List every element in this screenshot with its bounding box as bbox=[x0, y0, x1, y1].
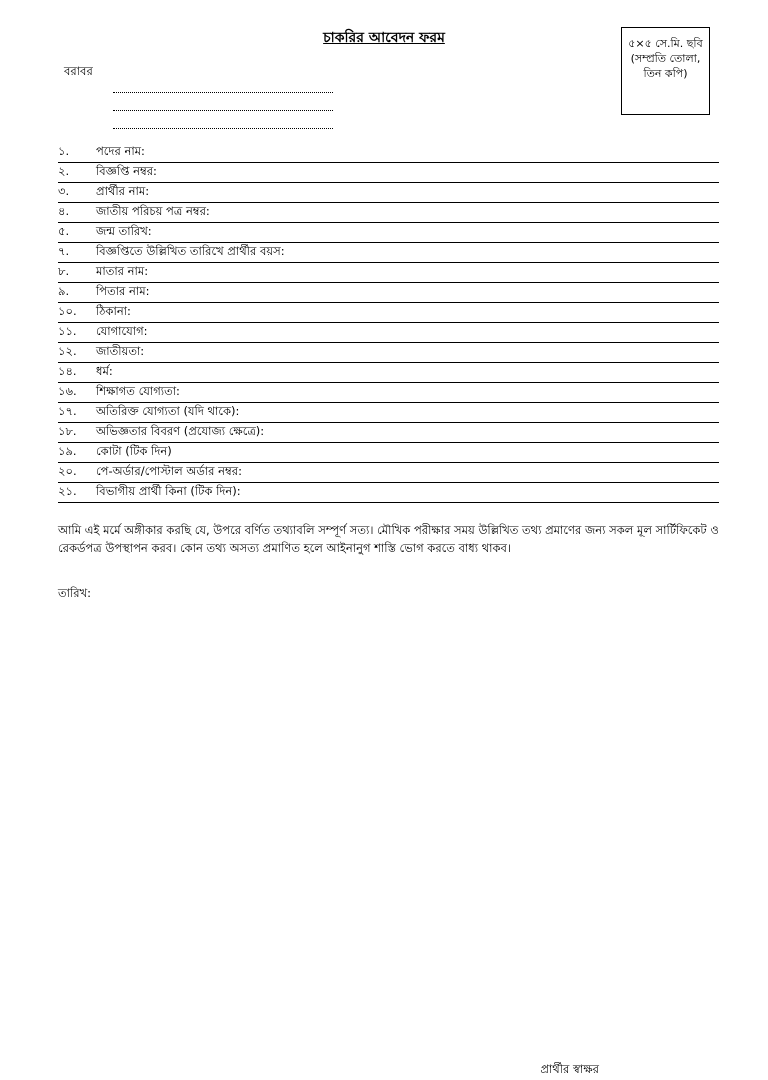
form-row bbox=[58, 163, 719, 183]
form-rows bbox=[58, 143, 719, 503]
photo-box: ৫×৫ সে.মি. ছবি (সম্প্রতি তোলা, তিন কপি) bbox=[621, 27, 710, 115]
row-label: প্রার্থীর নাম: bbox=[96, 184, 150, 198]
row-label: বিভাগীয় প্রার্থী কিনা (টিক দিন): bbox=[96, 484, 241, 498]
form-row bbox=[58, 343, 719, 363]
row-number: ১৮. bbox=[58, 424, 77, 438]
row-label: মাতার নাম: bbox=[96, 264, 149, 278]
row-number: ১২. bbox=[58, 344, 77, 358]
form-row bbox=[58, 183, 719, 203]
row-label: কোটা (টিক দিন) bbox=[96, 444, 172, 458]
form-row bbox=[58, 443, 719, 463]
address-line[interactable] bbox=[113, 100, 333, 111]
declaration: আমি এই মর্মে অঙ্গীকার করছি যে, উপরে বর্ণিত তথ্যাবলি সম্পূর্ণ সত্য। মৌখিক পরীক্ষার সময় উল্লিখিত তথ্য প্রমাণের জন্য সকল মূল সার্টিফিকেট ও রেকর্ডপত্র উপস্থাপন করব। কোন তথ্য অসত্য প্রমাণিত হলে আইনানুগ শাস্তি ভোগ করতে বাধ্য থাকব। bbox=[58, 523, 719, 555]
signature-label: প্রার্থীর স্বাক্ষর bbox=[540, 1062, 599, 1076]
form-row bbox=[58, 283, 719, 303]
row-number: ৮. bbox=[58, 264, 70, 278]
to-label: বরাবর bbox=[64, 64, 93, 78]
row-label: অতিরিক্ত যোগ্যতা (যদি থাকে): bbox=[96, 404, 240, 418]
row-label: জন্ম তারিখ: bbox=[96, 224, 152, 238]
row-number: ১৭. bbox=[58, 404, 77, 418]
row-number: ১৪. bbox=[58, 364, 77, 378]
form-row bbox=[58, 263, 719, 283]
row-number: ৩. bbox=[58, 184, 70, 198]
row-label: বিজ্ঞপ্তিতে উল্লিখিত তারিখে প্রার্থীর বয়স: bbox=[96, 244, 285, 258]
form-row bbox=[58, 463, 719, 483]
row-label: পিতার নাম: bbox=[96, 284, 150, 298]
row-label: শিক্ষাগত যোগ্যতা: bbox=[96, 384, 180, 398]
form-row bbox=[58, 143, 719, 163]
row-number: ১. bbox=[58, 144, 70, 158]
form-row bbox=[58, 483, 719, 503]
row-label: পে-অর্ডার/পোস্টাল অর্ডার নম্বর: bbox=[96, 464, 242, 478]
row-number: ১৯. bbox=[58, 444, 77, 458]
row-label: যোগাযোগ: bbox=[96, 324, 148, 338]
row-label: বিজ্ঞপ্তি নম্বর: bbox=[96, 164, 157, 178]
form-row bbox=[58, 383, 719, 403]
row-label: অভিজ্ঞতার বিবরণ (প্রযোজ্য ক্ষেত্রে): bbox=[96, 424, 265, 438]
row-number: ৫. bbox=[58, 224, 70, 238]
form-title: চাকরির আবেদন ফরম bbox=[323, 30, 445, 46]
row-label: পদের নাম: bbox=[96, 144, 145, 158]
row-number: ১০. bbox=[58, 304, 77, 318]
form-row bbox=[58, 223, 719, 243]
form-row bbox=[58, 423, 719, 443]
form-row bbox=[58, 303, 719, 323]
form-row bbox=[58, 323, 719, 343]
form-row bbox=[58, 403, 719, 423]
row-label: ঠিকানা: bbox=[96, 304, 131, 318]
row-number: ৪. bbox=[58, 204, 70, 218]
row-label: ধর্ম: bbox=[96, 364, 113, 378]
row-number: ২. bbox=[58, 164, 70, 178]
row-number: ৯. bbox=[58, 284, 70, 298]
row-number: ১৬. bbox=[58, 384, 77, 398]
address-line[interactable] bbox=[113, 118, 333, 129]
row-number: ৭. bbox=[58, 244, 70, 258]
row-label: জাতীয় পরিচয় পত্র নম্বর: bbox=[96, 204, 210, 218]
form-row bbox=[58, 363, 719, 383]
footer-date-label: তারিখ: bbox=[58, 586, 92, 600]
form-row bbox=[58, 203, 719, 223]
address-line[interactable] bbox=[113, 82, 333, 93]
row-number: ২০. bbox=[58, 464, 77, 478]
row-number: ১১. bbox=[58, 324, 77, 338]
row-label: জাতীয়তা: bbox=[96, 344, 145, 358]
form-row bbox=[58, 243, 719, 263]
application-form bbox=[58, 143, 719, 1080]
row-number: ২১. bbox=[58, 484, 77, 498]
